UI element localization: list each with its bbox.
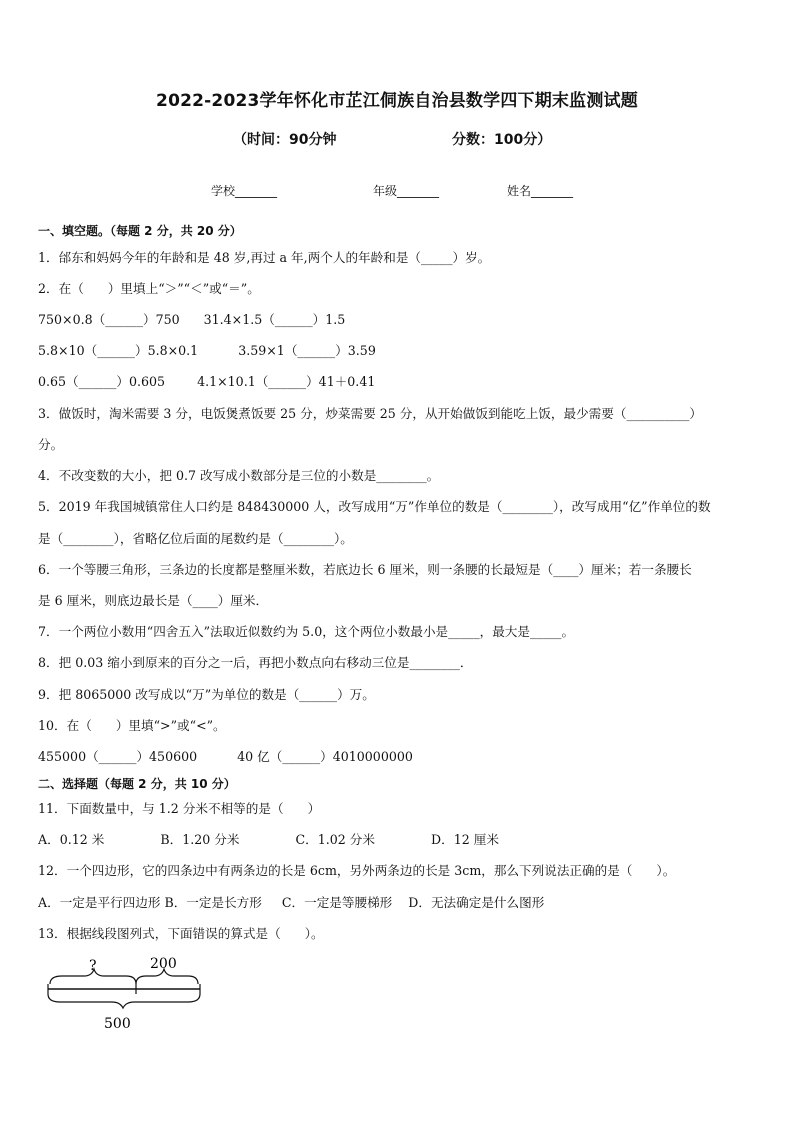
- school-field: 学校_______: [211, 184, 278, 198]
- question-11-options: A．0.12 米 B．1.20 分米 C．1.02 分米 D．12 厘米: [38, 832, 499, 847]
- section2-title: 二、选择题（每题 2 分，共 10 分）: [38, 777, 236, 791]
- brace-unknown: [50, 969, 136, 984]
- question-2-row-1: 750×0.8（______）750 31.4×1.5（______）1.5: [38, 312, 346, 327]
- question-11-stem: 11．下面数量中，与 1.2 分米不相等的是（ ）: [38, 801, 321, 816]
- diagram-200-label: 200: [150, 956, 177, 972]
- question-8: 8．把 0.03 缩小到原来的百分之一后，再把小数点向右移动三位是________．: [38, 655, 473, 670]
- question-1: 1．邰东和妈妈今年的年龄和是 48 岁,再过 a 年,两个人的年龄和是（_____）岁。: [38, 250, 491, 265]
- question-2-row-2: 5.8×10（______）5.8×0.1 3.59×1（______）3.59: [38, 343, 376, 358]
- question-2-row-3: 0.65（______）0.605 4.1×10.1（______）41＋0.41: [38, 374, 376, 389]
- grade-field: 年级_______: [373, 184, 440, 198]
- diagram-500-label: 500: [104, 1016, 131, 1032]
- section1-title: 一、填空题。（每题 2 分，共 20 分）: [38, 224, 242, 238]
- question-7: 7．一个两位小数用“四舍五入”法取近似数约为 5.0，这个两位小数最小是_____，最大是_____。: [38, 624, 575, 639]
- diagram-unknown-label: ?: [89, 958, 97, 974]
- question-10-stem: 10．在（ ）里填“>”或“<”。: [38, 718, 226, 733]
- brace-total: [48, 994, 200, 1008]
- question-12-options: A．一定是平行四边形 B．一定是长方形 C．一定是等腰梯形 D．无法确定是什么图形: [38, 895, 545, 910]
- exam-time: （时间：90分钟: [233, 132, 337, 148]
- question-5-line-2: 是（________），省略亿位后面的尾数约是（________）。: [38, 531, 353, 546]
- question-13-stem: 13．根据线段图列式，下面错误的算式是（ ）。: [38, 926, 324, 941]
- name-field: 姓名_______: [507, 184, 574, 198]
- question-4: 4．不改变数的大小，把 0.7 改写成小数部分是三位的小数是________。: [38, 468, 440, 483]
- question-6-line-1: 6．一个等腰三角形，三条边的长度都是整厘米数，若底边长 6 厘米，则一条腰的长最短是（____）厘米；若一条腰长: [38, 562, 692, 577]
- exam-score: 分数：100分）: [452, 132, 552, 148]
- line-segment-diagram: [42, 950, 212, 1034]
- question-3-line-2: 分。: [38, 437, 64, 452]
- question-6-line-2: 是 6 厘米，则底边最长是（____）厘米．: [38, 593, 269, 608]
- question-5-line-1: 5．2019 年我国城镇常住人口约是 848430000 人，改写成用“万”作单位的数是（________），改写成用“亿”作单位的数: [38, 499, 711, 514]
- exam-title: 2022-2023学年怀化市芷江侗族自治县数学四下期末监测试题: [156, 91, 638, 111]
- question-10-row-1: 455000（______）450600 40 亿（______）4010000000: [38, 749, 413, 764]
- question-9: 9．把 8065000 改写成以“万”为单位的数是（______）万。: [38, 687, 375, 702]
- question-2-stem: 2．在（ ）里填上“＞”“＜”或“＝”。: [38, 281, 260, 296]
- question-3-line-1: 3．做饭时，淘米需要 3 分，电饭煲煮饭要 25 分，炒菜需要 25 分，从开始做饭到能吃上饭，最少需要（__________）: [38, 406, 703, 421]
- question-12-stem: 12．一个四边形，它的四条边中有两条边的长是 6cm，另外两条边的长是 3cm，那么下列说法正确的是（ ）。: [38, 863, 676, 878]
